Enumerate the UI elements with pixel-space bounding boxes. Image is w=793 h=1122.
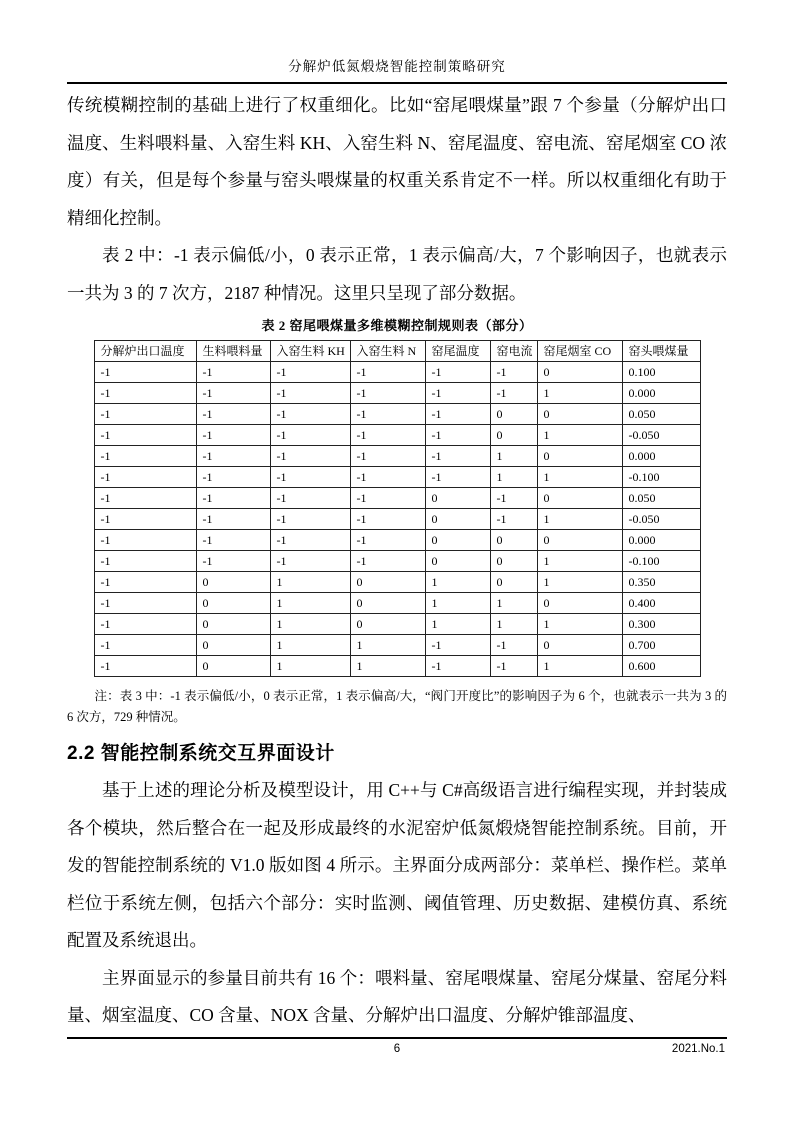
table-cell: 1 <box>425 614 490 635</box>
rules-table-body <box>94 362 700 677</box>
paragraph-system-implementation: 基于上述的理论分析及模型设计，用 C++与 C#高级语言进行编程实现，并封装成各个模块，然后整合在一起及形成最终的水泥窑炉低氮煅烧智能控制系统。目前，开发的智能控制系统的 V1.0 版如图 4 所示。主界面分成两部分：菜单栏、操作栏。菜单栏位于系统左侧，包括六个部分：实时监测、阈值管理、历史数据、建模仿真、系统配置及系统退出。 <box>67 780 727 950</box>
table-row <box>94 656 700 677</box>
table-cell: -1 <box>196 488 270 509</box>
table-cell: -1 <box>196 446 270 467</box>
paragraph-weight-refinement: 传统模糊控制的基础上进行了权重细化。比如“窑尾喂煤量”跟 7 个参量（分解炉出口温度、生料喂料量、入窑生料 KH、入窑生料 N、窑尾温度、窑电流、窑尾烟室 CO 浓度）有关，但是每个参量与窑头喂煤量的权重关系肯定不一样。所以权重细化有助于精细化控制。 <box>67 95 727 228</box>
table-cell: -1 <box>490 656 537 677</box>
table-cell: 0.100 <box>622 362 700 383</box>
table-cell: -1 <box>350 509 425 530</box>
table-cell: -1 <box>490 635 537 656</box>
table-cell: 0 <box>537 404 622 425</box>
table-cell: 1 <box>270 572 350 593</box>
table-cell: 1 <box>270 614 350 635</box>
running-header-title: 分解炉低氮煅烧智能控制策略研究 <box>67 0 727 84</box>
table-cell: -1 <box>350 383 425 404</box>
table-cell: 0.000 <box>622 446 700 467</box>
column-header: 分解炉出口温度 <box>94 341 196 362</box>
table-row <box>94 446 700 467</box>
table-cell: 0 <box>350 593 425 614</box>
table-cell: -0.100 <box>622 467 700 488</box>
table-cell: -1 <box>94 572 196 593</box>
table-row <box>94 509 700 530</box>
table-cell: 1 <box>270 635 350 656</box>
table-cell: -1 <box>270 530 350 551</box>
column-header: 窑电流 <box>490 341 537 362</box>
table-cell: 1 <box>270 593 350 614</box>
table-row <box>94 635 700 656</box>
table-cell: -1 <box>425 656 490 677</box>
table-cell: 0 <box>537 635 622 656</box>
table-cell: -1 <box>425 425 490 446</box>
table-cell: -1 <box>425 362 490 383</box>
table-cell: 0.000 <box>622 383 700 404</box>
table-cell: -1 <box>350 530 425 551</box>
page-number: 6 <box>393 1043 401 1055</box>
table-row <box>94 404 700 425</box>
table-cell: 0 <box>196 656 270 677</box>
table-cell: 0 <box>537 488 622 509</box>
table-cell: 0 <box>196 614 270 635</box>
table-cell: -1 <box>94 488 196 509</box>
table-cell: -1 <box>196 383 270 404</box>
section-heading-2-2: 2.2 智能控制系统交互界面设计 <box>67 743 335 764</box>
column-header: 入窑生料 N <box>350 341 425 362</box>
table-cell: -1 <box>425 467 490 488</box>
table-cell: -1 <box>196 404 270 425</box>
table-cell: -1 <box>350 362 425 383</box>
table-note: 注：表 3 中：-1 表示偏低/小，0 表示正常，1 表示偏高/大，“阀门开度比”的影响因子为 6 个，也就表示一共为 3 的 6 次方，729 种情况。 <box>67 689 727 724</box>
table-cell: -1 <box>490 383 537 404</box>
table-cell: 0.050 <box>622 404 700 425</box>
column-header: 窑头喂煤量 <box>622 341 700 362</box>
table-cell: -1 <box>350 467 425 488</box>
table-cell: -1 <box>94 656 196 677</box>
table-cell: -1 <box>196 551 270 572</box>
table-cell: -1 <box>350 425 425 446</box>
table-cell: -1 <box>490 362 537 383</box>
table-cell: 1 <box>537 572 622 593</box>
table-cell: 0.000 <box>622 530 700 551</box>
table-cell: 0 <box>425 488 490 509</box>
table-cell: 0 <box>196 635 270 656</box>
column-header: 入窑生料 KH <box>270 341 350 362</box>
table-cell: 0 <box>490 404 537 425</box>
table-row <box>94 383 700 404</box>
table-row <box>94 425 700 446</box>
table-cell: 1 <box>537 383 622 404</box>
table-cell: 1 <box>270 656 350 677</box>
table-cell: -1 <box>490 509 537 530</box>
table-cell: 1 <box>537 614 622 635</box>
table-cell: -1 <box>94 425 196 446</box>
table-cell: 0 <box>537 362 622 383</box>
table-row <box>94 530 700 551</box>
table-cell: 1 <box>490 593 537 614</box>
table-cell: 0.400 <box>622 593 700 614</box>
table-cell: 0 <box>537 446 622 467</box>
table-cell: -1 <box>350 551 425 572</box>
table-row <box>94 572 700 593</box>
table-cell: -1 <box>350 446 425 467</box>
table-cell: 0 <box>490 425 537 446</box>
table-cell: -1 <box>490 488 537 509</box>
table-cell: 0 <box>537 530 622 551</box>
column-header: 窑尾温度 <box>425 341 490 362</box>
table-cell: 0 <box>490 551 537 572</box>
table-cell: -1 <box>94 509 196 530</box>
table-cell: -1 <box>94 593 196 614</box>
table-cell: -1 <box>270 446 350 467</box>
table-cell: -1 <box>196 467 270 488</box>
table-row <box>94 467 700 488</box>
table-cell: -1 <box>94 614 196 635</box>
table-cell: 0.050 <box>622 488 700 509</box>
table-cell: 1 <box>537 509 622 530</box>
table-cell: -1 <box>270 509 350 530</box>
table-cell: -1 <box>196 362 270 383</box>
table-cell: -1 <box>350 488 425 509</box>
table-cell: -1 <box>94 383 196 404</box>
table-cell: -1 <box>94 467 196 488</box>
table-cell: -0.050 <box>622 425 700 446</box>
table-row <box>94 488 700 509</box>
paragraph-main-interface-parameters: 主界面显示的参量目前共有 16 个：喂料量、窑尾喂煤量、窑尾分煤量、窑尾分料量、烟室温度、CO 含量、NOX 含量、分解炉出口温度、分解炉锥部温度、 <box>67 967 727 1025</box>
table-cell: 1 <box>490 467 537 488</box>
table-cell: 0 <box>350 572 425 593</box>
column-header: 生料喂料量 <box>196 341 270 362</box>
table-cell: 1 <box>350 635 425 656</box>
table-cell: 0 <box>196 593 270 614</box>
table-row <box>94 362 700 383</box>
table-cell: 0 <box>490 530 537 551</box>
page-footer <box>67 1037 727 1061</box>
table-cell: -1 <box>196 530 270 551</box>
table-cell: -1 <box>270 488 350 509</box>
table-cell: -1 <box>270 383 350 404</box>
table-cell: -1 <box>94 404 196 425</box>
page-content <box>67 0 727 1035</box>
table-cell: 0 <box>196 572 270 593</box>
table-cell: -1 <box>94 551 196 572</box>
journal-issue: 2021.No.1 <box>671 1043 725 1055</box>
table-cell: 0 <box>425 509 490 530</box>
table-cell: -1 <box>270 362 350 383</box>
table-cell: 0.350 <box>622 572 700 593</box>
table-row <box>94 551 700 572</box>
table-cell: -1 <box>270 404 350 425</box>
table-cell: -1 <box>425 446 490 467</box>
table-cell: -1 <box>94 635 196 656</box>
table-cell: 0 <box>490 572 537 593</box>
table-cell: 1 <box>537 425 622 446</box>
table-cell: 1 <box>350 656 425 677</box>
table-cell: -1 <box>94 446 196 467</box>
table-cell: -1 <box>425 383 490 404</box>
table-cell: 0.700 <box>622 635 700 656</box>
table-cell: -1 <box>425 404 490 425</box>
table-cell: -1 <box>94 362 196 383</box>
table-cell: -0.050 <box>622 509 700 530</box>
table-cell: -1 <box>196 425 270 446</box>
table-cell: 1 <box>537 656 622 677</box>
table-cell: 1 <box>537 467 622 488</box>
table-cell: -0.100 <box>622 551 700 572</box>
paragraph-table2-explanation: 表 2 中：-1 表示偏低/小，0 表示正常，1 表示偏高/大，7 个影响因子，也就表示一共为 3 的 7 次方，2187 种情况。这里只呈现了部分数据。 <box>67 245 727 303</box>
column-header: 窑尾烟室 CO <box>537 341 622 362</box>
table-cell: 1 <box>425 593 490 614</box>
table-row <box>94 593 700 614</box>
table-cell: -1 <box>270 551 350 572</box>
table-cell: 0 <box>350 614 425 635</box>
table-cell: -1 <box>350 404 425 425</box>
table-row <box>94 614 700 635</box>
table-cell: -1 <box>270 467 350 488</box>
table-cell: 0.300 <box>622 614 700 635</box>
table-cell: -1 <box>94 530 196 551</box>
table-cell: 1 <box>490 614 537 635</box>
table-cell: -1 <box>425 635 490 656</box>
table-cell: -1 <box>270 425 350 446</box>
table-cell: 1 <box>537 551 622 572</box>
table-cell: -1 <box>196 509 270 530</box>
table-cell: 0.600 <box>622 656 700 677</box>
fuzzy-control-rules-table <box>94 340 701 677</box>
table-cell: 1 <box>425 572 490 593</box>
table-caption: 表 2 窑尾喂煤量多维模糊控制规则表（部分） <box>261 318 533 333</box>
table-cell: 0 <box>425 530 490 551</box>
table-header-row <box>94 341 700 362</box>
table-cell: 0 <box>425 551 490 572</box>
table-cell: 0 <box>537 593 622 614</box>
table-cell: 1 <box>490 446 537 467</box>
